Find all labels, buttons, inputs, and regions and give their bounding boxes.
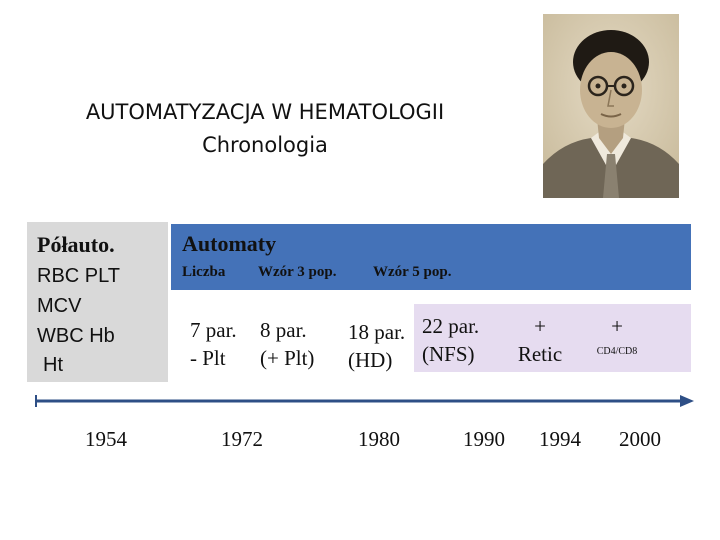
automaty-label-wzor5: Wzór 5 pop.	[373, 264, 452, 280]
automaty-label-liczba: Liczba	[182, 264, 226, 280]
page-title	[40, 96, 490, 162]
semi-auto-heading: Półauto.	[37, 232, 115, 257]
milestone-line: 18 par.	[348, 320, 406, 344]
milestone-line: 7 par.	[190, 318, 237, 342]
milestone-line: (HD)	[348, 348, 393, 372]
milestone-line: (NFS)	[422, 342, 475, 366]
year-label: 1980	[358, 427, 400, 451]
year-label: 2000	[619, 427, 661, 451]
milestone-18-params	[348, 318, 405, 374]
semi-auto-item: RBC PLT	[37, 265, 120, 287]
portrait-photo	[543, 14, 679, 198]
milestone-22-params	[422, 312, 479, 368]
milestone-line: Retic	[517, 342, 563, 366]
milestone-7-params	[190, 316, 237, 372]
automaty-label-wzor3: Wzór 3 pop.	[258, 264, 337, 280]
semi-auto-item: MCV	[37, 295, 82, 317]
milestone-line: +	[611, 314, 623, 338]
semi-auto-item: Ht	[43, 354, 63, 376]
milestone-line: 8 par.	[260, 318, 307, 342]
milestone-line: CD4/CD8	[596, 346, 638, 357]
timeline-arrow	[30, 392, 696, 410]
year-label: 1954	[85, 427, 127, 451]
year-label: 1972	[221, 427, 263, 451]
milestone-cd	[590, 312, 644, 357]
milestone-retic	[512, 312, 568, 368]
milestone-line: - Plt	[190, 346, 226, 370]
automaty-heading: Automaty	[182, 231, 277, 256]
title-line-1: AUTOMATYZACJA W HEMATOLOGII	[85, 100, 445, 124]
year-label: 1994	[539, 427, 581, 451]
year-label: 1990	[463, 427, 505, 451]
semi-auto-item: WBC Hb	[37, 325, 115, 347]
milestone-line: +	[534, 314, 546, 338]
milestone-8-params	[260, 316, 314, 372]
milestone-line: 22 par.	[422, 314, 480, 338]
milestone-line: (+ Plt)	[260, 346, 315, 370]
title-line-2: Chronologia	[202, 133, 328, 157]
